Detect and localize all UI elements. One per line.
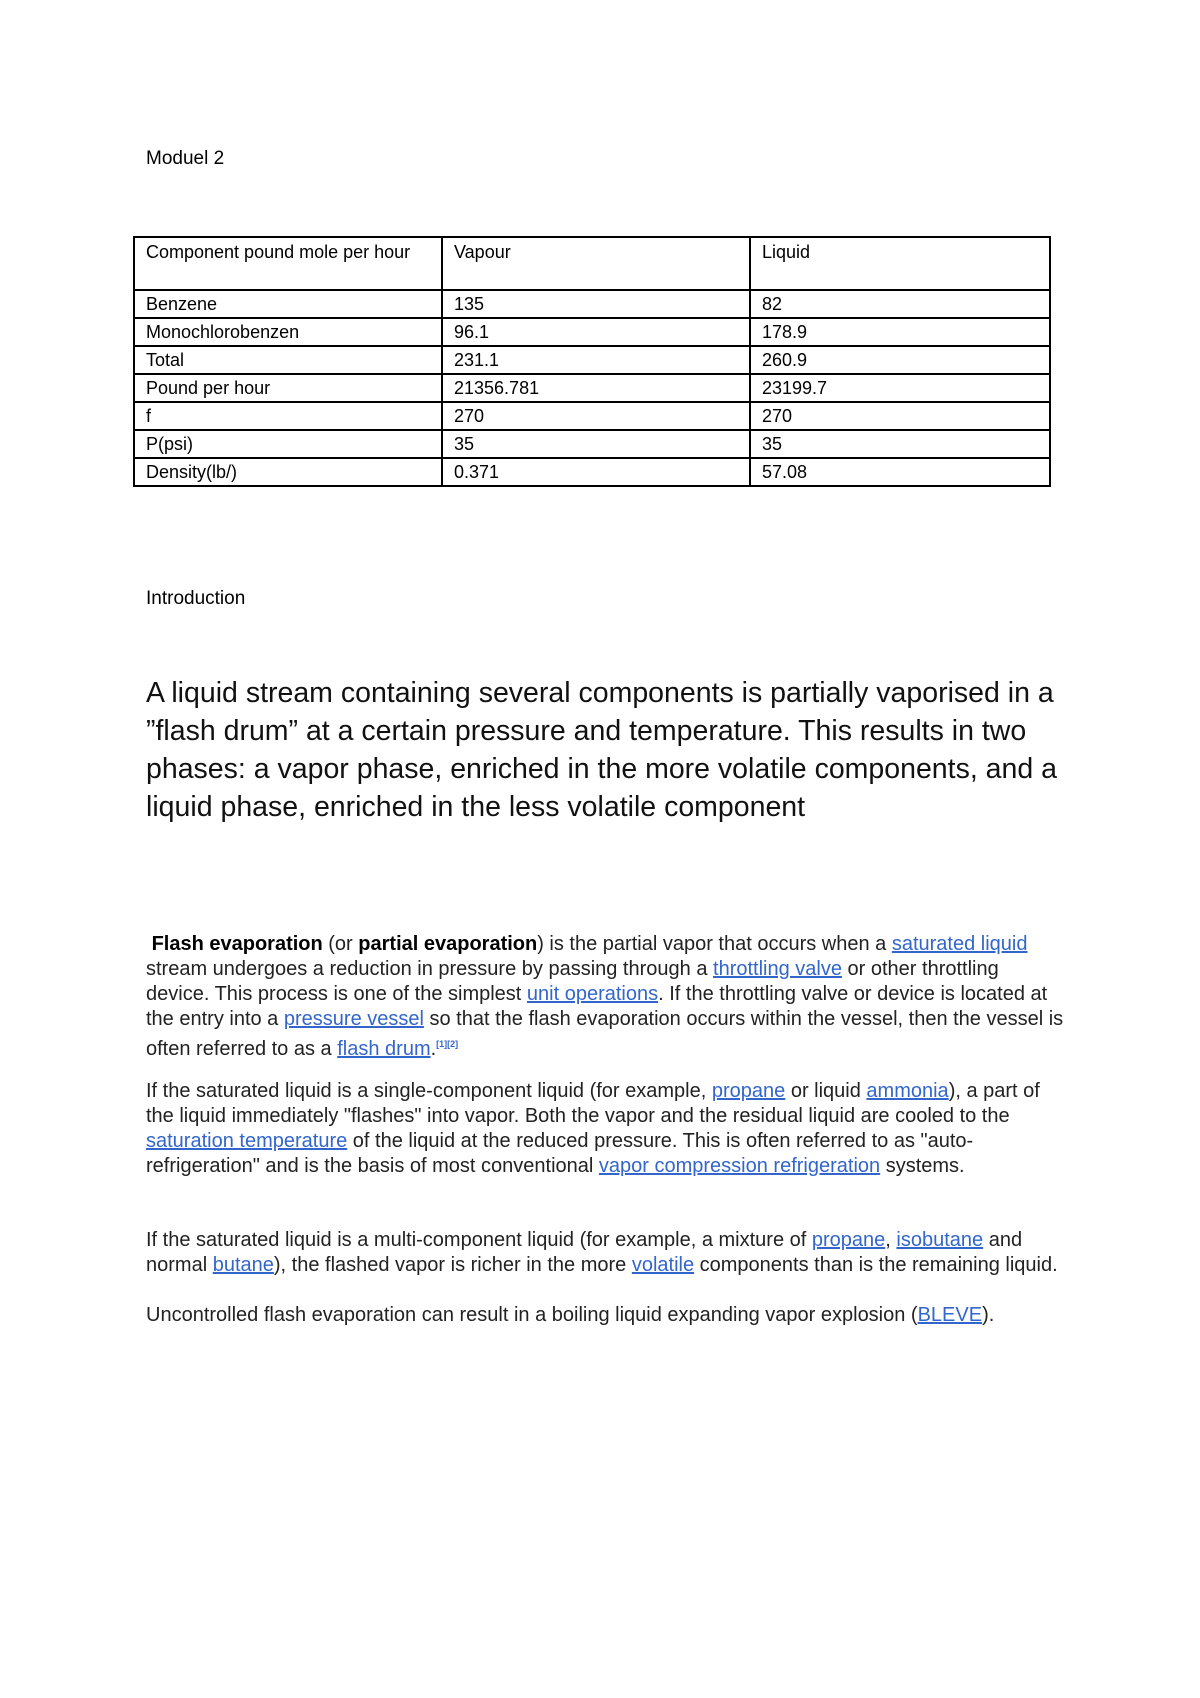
table-header-cell: Liquid <box>750 237 1050 290</box>
table-cell: 270 <box>750 402 1050 430</box>
text-span: of the liquid at the reduced pressure. This is often referred to as "auto-refrigeration" and is the basis of most conventional <box>146 1130 974 1177</box>
text-span: (or <box>322 933 359 955</box>
table-cell: 96.1 <box>442 318 750 346</box>
text-span: or other throttling device. This process is one of the simplest <box>146 958 999 1005</box>
link-unit-operations[interactable]: unit operations <box>526 983 659 1005</box>
table-cell: 35 <box>442 430 750 458</box>
link-ammonia[interactable]: ammonia <box>866 1080 949 1102</box>
bold-term: partial evaporation <box>358 933 538 955</box>
table-header-row <box>134 237 1050 290</box>
text-span: If the saturated liquid is a multi-component liquid (for example, a mixture of <box>146 1229 812 1251</box>
text-span: ), the flashed vapor is richer in the more <box>273 1254 632 1276</box>
table-cell: 57.08 <box>750 458 1050 486</box>
text-span: Uncontrolled flash evaporation can result in a boiling liquid expanding vapor explosion ( <box>146 1304 918 1326</box>
text-span: , <box>885 1229 897 1251</box>
link-vapor-compression-refrigeration[interactable]: vapor compression refrigeration <box>598 1155 881 1177</box>
table-cell: Benzene <box>134 290 442 318</box>
table-cell: 231.1 <box>442 346 750 374</box>
table-cell: Monochlorobenzen <box>134 318 442 346</box>
link-propane[interactable]: propane <box>711 1080 786 1102</box>
link-pressure-vessel[interactable]: pressure vessel <box>283 1008 424 1030</box>
table-cell: Total <box>134 346 442 374</box>
table-cell: 135 <box>442 290 750 318</box>
table-cell: Density(lb/) <box>134 458 442 486</box>
link-butane[interactable]: butane <box>212 1254 274 1276</box>
text-span: systems. <box>880 1155 965 1177</box>
link-saturated-liquid[interactable]: saturated liquid <box>891 933 1028 955</box>
link-volatile[interactable]: volatile <box>631 1254 695 1276</box>
paragraph-single-component <box>146 1079 1066 1179</box>
table-cell: 178.9 <box>750 318 1050 346</box>
link-propane[interactable]: propane <box>811 1229 886 1251</box>
link-bleve[interactable]: BLEVE <box>917 1304 983 1326</box>
component-table <box>133 236 1051 487</box>
text-span: ). <box>982 1304 995 1326</box>
table-row <box>134 430 1050 458</box>
lead-paragraph: A liquid stream containing several components is partially vaporised in a ”flash drum” at a certain pressure and temperature. This results in two phases: a vapor phase, enriched in the more volatile components, and a liquid phase, enriched in the less volatile component <box>146 677 1057 823</box>
table-cell: 270 <box>442 402 750 430</box>
text-span: ) is the partial vapor that occurs when a <box>537 933 892 955</box>
section-heading-introduction: Introduction <box>146 588 246 609</box>
table-cell: 0.371 <box>442 458 750 486</box>
table-cell: 35 <box>750 430 1050 458</box>
table-cell: 21356.781 <box>442 374 750 402</box>
table-row <box>134 318 1050 346</box>
bold-term: Flash evaporation <box>151 933 323 955</box>
citation-ref[interactable]: [1][2] <box>436 1039 459 1049</box>
table-cell: 23199.7 <box>750 374 1050 402</box>
table-row <box>134 290 1050 318</box>
table-header-cell: Vapour <box>442 237 750 290</box>
text-span: If the saturated liquid is a single-component liquid (for example, <box>146 1080 712 1102</box>
paragraph-flash-evaporation <box>146 932 1066 1062</box>
table-row <box>134 402 1050 430</box>
table-cell: 260.9 <box>750 346 1050 374</box>
text-span: and normal <box>146 1229 1023 1276</box>
link-throttling-valve[interactable]: throttling valve <box>713 958 842 980</box>
link-flash-drum[interactable]: flash drum <box>337 1038 431 1060</box>
paragraph-bleve <box>146 1303 1066 1328</box>
link-isobutane[interactable]: isobutane <box>896 1229 984 1251</box>
table-cell: f <box>134 402 442 430</box>
table-row <box>134 458 1050 486</box>
table-header-cell: Component pound mole per hour <box>134 237 442 290</box>
table-cell: 82 <box>750 290 1050 318</box>
text-span: or liquid <box>785 1080 867 1102</box>
paragraph-multi-component <box>146 1228 1066 1278</box>
text-span: . If the throttling valve or device is located at the entry into a <box>146 983 1048 1030</box>
text-span: components than is the remaining liquid. <box>694 1254 1058 1276</box>
text-span: so that the flash evaporation occurs within the vessel, then the vessel is often referred to as a <box>146 1008 1064 1060</box>
text-span: stream undergoes a reduction in pressure by passing through a <box>146 958 714 980</box>
link-saturation-temperature[interactable]: saturation temperature <box>146 1130 348 1152</box>
text-span: ), a part of the liquid immediately "flashes" into vapor. Both the vapor and the residual liquid are cooled to the <box>146 1080 1040 1127</box>
text-span: . <box>430 1038 437 1060</box>
table-row <box>134 374 1050 402</box>
table-cell: P(psi) <box>134 430 442 458</box>
table-cell: Pound per hour <box>134 374 442 402</box>
table-row <box>134 346 1050 374</box>
module-title: Moduel 2 <box>146 148 225 169</box>
